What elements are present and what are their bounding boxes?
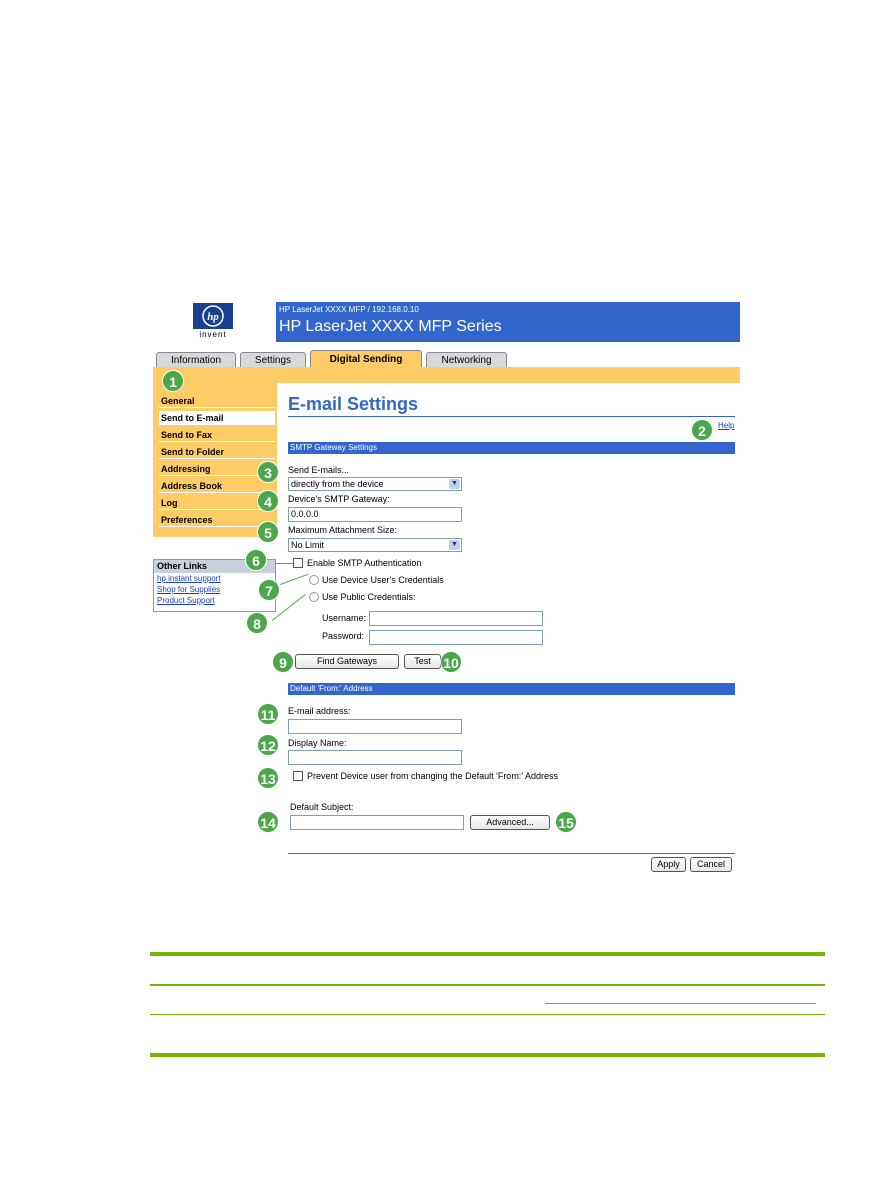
email-address-label: E-mail address: [288,706,351,716]
callout-3: 3 [257,461,279,483]
callout-4: 4 [257,490,279,512]
callout-11: 11 [257,703,279,725]
callout-13: 13 [257,767,279,789]
callout-2: 2 [691,419,713,441]
email-address-input[interactable] [288,719,462,734]
smtp-gateway-label: Device's SMTP Gateway: [288,494,390,504]
find-gateways-button[interactable]: Find Gateways [295,654,399,669]
from-section-header: Default 'From:' Address [288,683,735,695]
callout-10: 10 [440,651,462,673]
callout-5: 5 [257,521,279,543]
table-header-rule [150,984,825,986]
callout-12: 12 [257,734,279,756]
sidebar-item-send-to-folder[interactable]: Send to Folder [159,445,275,459]
tab-networking[interactable]: Networking [426,352,507,367]
link-hp-instant-support[interactable]: hp instant support [157,574,221,583]
sidebar-item-send-to-email[interactable]: Send to E-mail [159,411,275,425]
title-divider [288,416,735,417]
callout-14: 14 [257,811,279,833]
password-input[interactable] [369,630,543,645]
callout-1: 1 [162,370,184,392]
chevron-down-icon: ▼ [449,540,460,550]
default-subject-input[interactable] [290,815,464,830]
link-product-support[interactable]: Product Support [157,596,215,605]
callout-15: 15 [555,811,577,833]
advanced-button[interactable]: Advanced... [470,815,550,830]
tab-information[interactable]: Information [156,352,236,367]
sidebar-item-preferences[interactable]: Preferences [159,513,275,527]
send-emails-select[interactable] [288,477,462,491]
cancel-button[interactable]: Cancel [690,857,732,872]
prevent-change-label: Prevent Device user from changing the Default 'From:' Address [307,771,559,781]
prevent-change-checkbox[interactable] [293,771,303,781]
device-breadcrumb: HP LaserJet XXXX MFP / 192.168.0.10 [279,305,419,314]
link-shop-for-supplies[interactable]: Shop for Supplies [157,585,221,594]
sidebar-item-address-book[interactable]: Address Book [159,479,275,493]
public-credentials-radio[interactable] [309,592,319,602]
logo-tagline: invent [199,330,227,339]
max-attachment-value: No Limit [291,540,325,550]
callout-6: 6 [245,549,267,571]
table-cell-rule [545,1003,816,1004]
callout-8: 8 [246,612,268,634]
test-button[interactable]: Test [404,654,441,669]
table-top-rule [150,952,825,956]
display-name-input[interactable] [288,750,462,765]
sidebar-item-send-to-fax[interactable]: Send to Fax [159,428,275,442]
send-emails-value: directly from the device [291,479,384,489]
device-credentials-label: Use Device User's Credentials [322,575,444,585]
device-credentials-radio[interactable] [309,575,319,585]
smtp-auth-checkbox[interactable] [293,558,303,568]
display-name-label: Display Name: [288,738,347,748]
sidebar-item-general[interactable]: General [159,394,275,408]
svg-text:hp: hp [207,311,219,323]
send-emails-label: Send E-mails... [288,465,350,475]
smtp-section-header: SMTP Gateway Settings [288,442,735,454]
callout-7: 7 [258,579,280,601]
smtp-gateway-input[interactable]: 0.0.0.0 [288,507,462,522]
table-row-rule [150,1014,825,1015]
callout-9: 9 [272,651,294,673]
tab-digital-sending[interactable]: Digital Sending [310,350,422,368]
chevron-down-icon: ▼ [449,479,460,489]
other-links-title: Other Links [154,560,275,573]
tab-settings[interactable]: Settings [240,352,306,367]
page-title: E-mail Settings [288,394,419,414]
footer-divider [288,853,735,854]
product-title: HP LaserJet XXXX MFP Series [279,318,502,335]
callout-leader-6 [275,563,293,564]
help-link[interactable]: Help [718,421,735,430]
username-input[interactable] [369,611,543,626]
title-bar [276,302,740,342]
public-credentials-label: Use Public Credentials: [322,592,416,602]
smtp-auth-label: Enable SMTP Authentication [307,558,422,568]
max-attachment-select[interactable] [288,538,462,552]
sidebar-item-addressing[interactable]: Addressing [159,462,275,476]
sidebar-item-log[interactable]: Log [159,496,275,510]
default-subject-label: Default Subject: [290,802,354,812]
max-attachment-label: Maximum Attachment Size: [288,525,398,535]
hp-logo [193,303,233,341]
apply-button[interactable]: Apply [651,857,686,872]
username-label: Username: [322,613,367,623]
sidebar [153,367,277,537]
table-bottom-rule [150,1053,825,1057]
password-label: Password: [322,631,365,641]
